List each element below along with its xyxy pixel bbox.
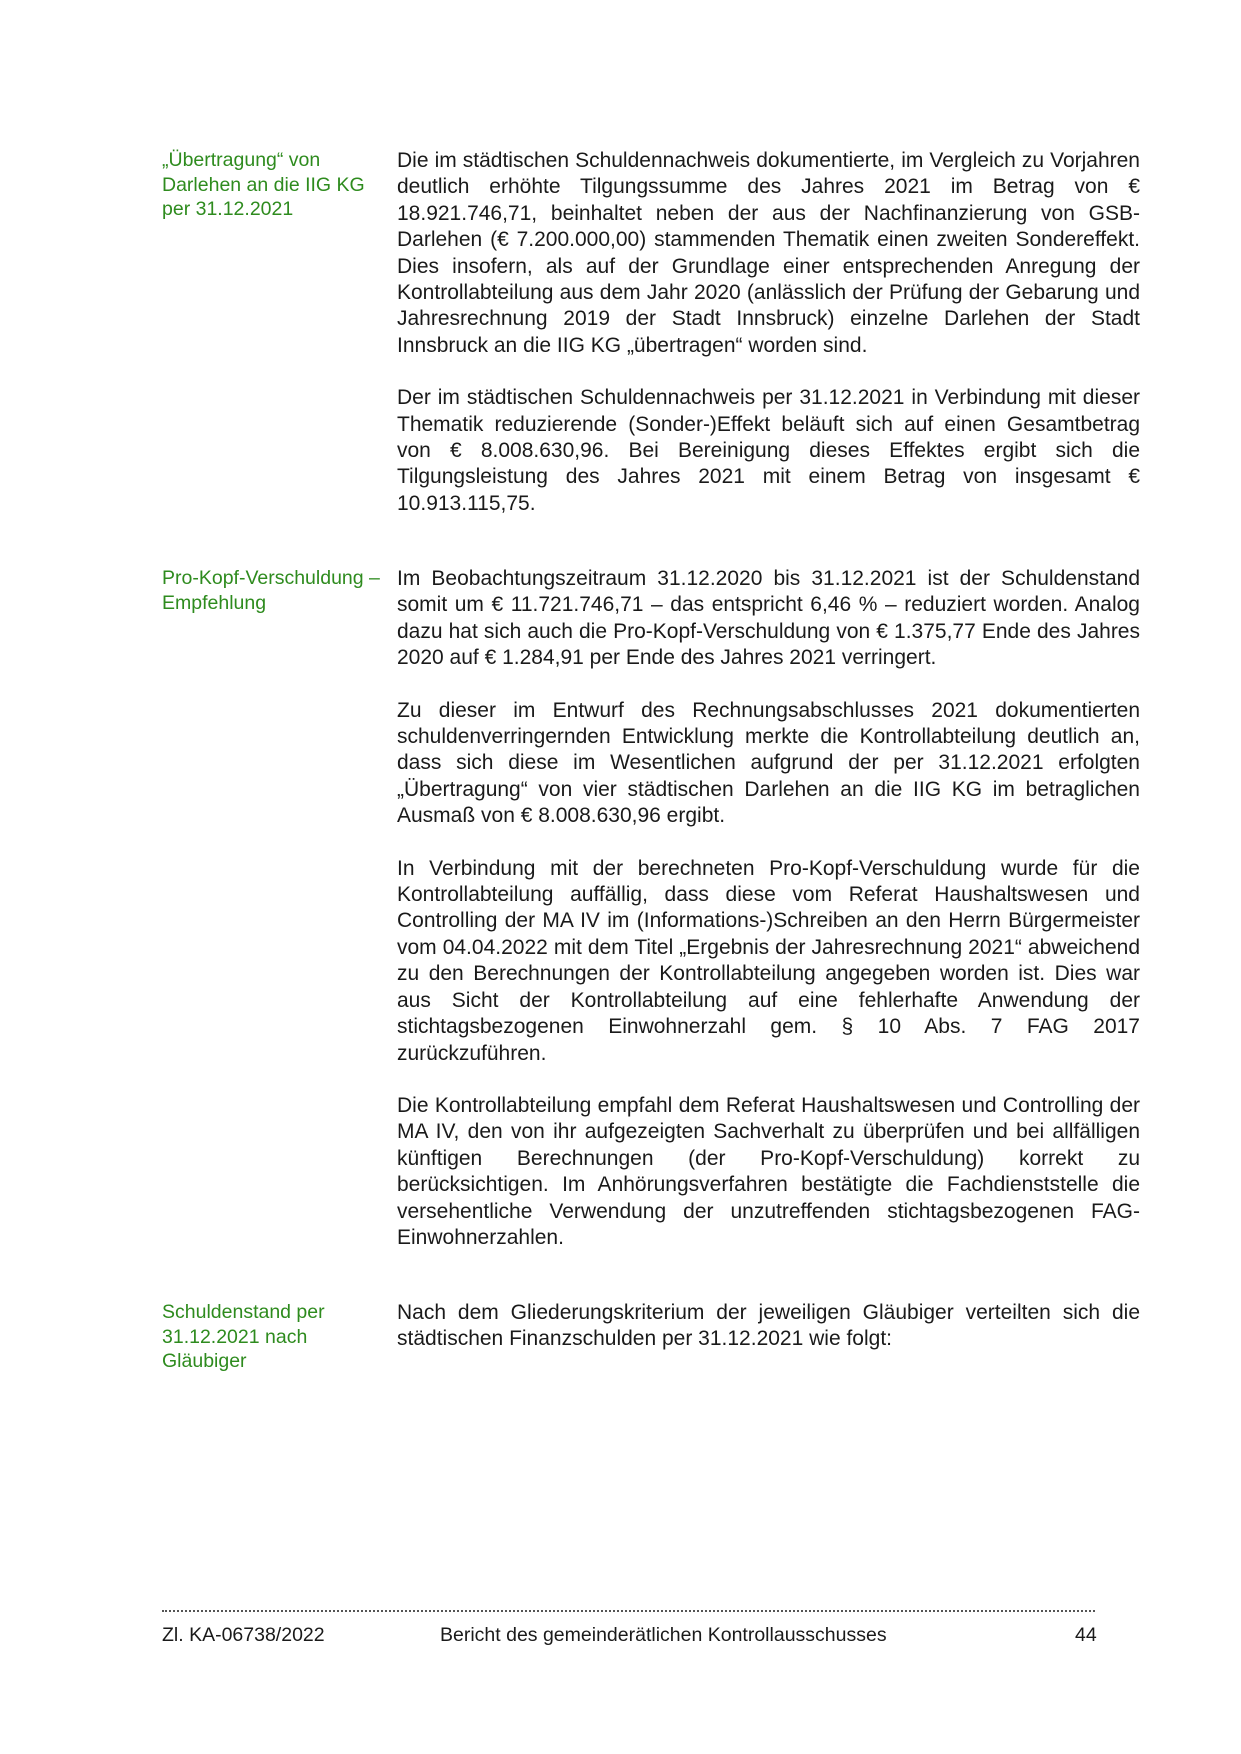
margin-note: „Übertragung“ von Darlehen an die IIG KG per 31.12.2021 [162,149,365,220]
paragraph: Die im städtischen Schuldennachweis dokumentierte, im Vergleich zu Vorjahren deutlich erhöhte Tilgungssumme des Jahres 2021 im Betrag von € 18.921.746,71, beinhaltet neben der aus der Nachfinanzierung von GSB-Darlehen (€ 7.200.000,00) stammenden Thematik einen zweiten Sondereffekt. Dies insofern, als auf der Grundlage einer entsprechenden Anregung der Kontrollabteilung aus dem Jahr 2020 (anlässlich der Prüfung der Gebarung und Jahresrechnung 2019 der Stadt Innsbruck) einzelne Darlehen der Stadt Innsbruck an die IIG KG „übertragen“ worden sind. [397,149,1140,357]
footer-title: Bericht des gemeinderätlichen Kontrollausschusses [440,1624,887,1646]
section-body [397,566,1140,1277]
margin-note: Schuldenstand per 31.12.2021 nach Gläubiger [162,1301,325,1372]
paragraph: Zu dieser im Entwurf des Rechnungsabschlusses 2021 dokumentierten schuldenverringernden Entwicklung merkte die Kontrollabteilung deutlich an, dass sich diese im Wesentlichen aufgrund der per 31.12.2021 erfolgten „Übertragung“ von vier städtischen Darlehen an die IIG KG im betraglichen Ausmaß von € 8.008.630,96 ergibt. [397,698,1140,828]
footer-divider [162,1610,1095,1612]
footer-reference: Zl. KA-06738/2022 [162,1624,325,1646]
paragraph: Der im städtischen Schuldennachweis per 31.12.2021 in Verbindung mit dieser Thematik reduzierende (Sonder-)Effekt beläuft sich auf einen Gesamtbetrag von € 8.008.630,96. Bei Bereinigung dieses Effektes ergibt sich die Tilgungsleistung des Jahres 2021 mit einem Betrag von insgesamt € 10.913.115,75. [397,386,1140,515]
paragraph: Die Kontrollabteilung empfahl dem Referat Haushaltswesen und Controlling der MA IV, den von ihr aufgezeigten Sachverhalt zu überprüfen und bei allfälligen künftigen Berechnungen (der Pro-Kopf-Verschuldung) korrekt zu berücksichtigen. Im Anhörungsverfahren bestätigte die Fachdienststelle die versehentliche Verwendung der unzutreffenden stichtagsbezogenen FAG-Einwohnerzahlen. [397,1093,1140,1249]
margin-note: Pro-Kopf-Verschuldung – Empfehlung [162,567,380,614]
section-body [397,148,1140,543]
paragraph: Im Beobachtungszeitraum 31.12.2020 bis 31.12.2021 ist der Schuldenstand somit um € 11.721.746,71 – das entspricht 6,46 % – reduziert worden. Analog dazu hat sich auch die Pro-Kopf-Verschuldung von € 1.375,77 Ende des Jahres 2020 auf € 1.284,91 per Ende des Jahres 2021 verringert. [397,567,1140,670]
paragraph: In Verbindung mit der berechneten Pro-Kopf-Verschuldung wurde für die Kontrollabteilung auffällig, dass diese vom Referat Haushaltswesen und Controlling der MA IV im (Informations-)Schreiben an den Herrn Bürgermeister vom 04.04.2022 mit dem Titel „Ergebnis der Jahresrechnung 2021“ abweichend zu den Berechnungen der Kontrollabteilung angegeben worden ist. Dies war aus Sicht der Kontrollabteilung auf eine fehlerhafte Anwendung der stichtagsbezogenen Einwohnerzahl gem. § 10 Abs. 7 FAG 2017 zurückzuführen. [397,856,1140,1065]
section-body [397,1300,1140,1379]
paragraph: Nach dem Gliederungskriterium der jeweiligen Gläubiger verteilten sich die städtischen Finanzschulden per 31.12.2021 wie folgt: [397,1301,1140,1351]
page-number: 44 [1075,1624,1097,1646]
